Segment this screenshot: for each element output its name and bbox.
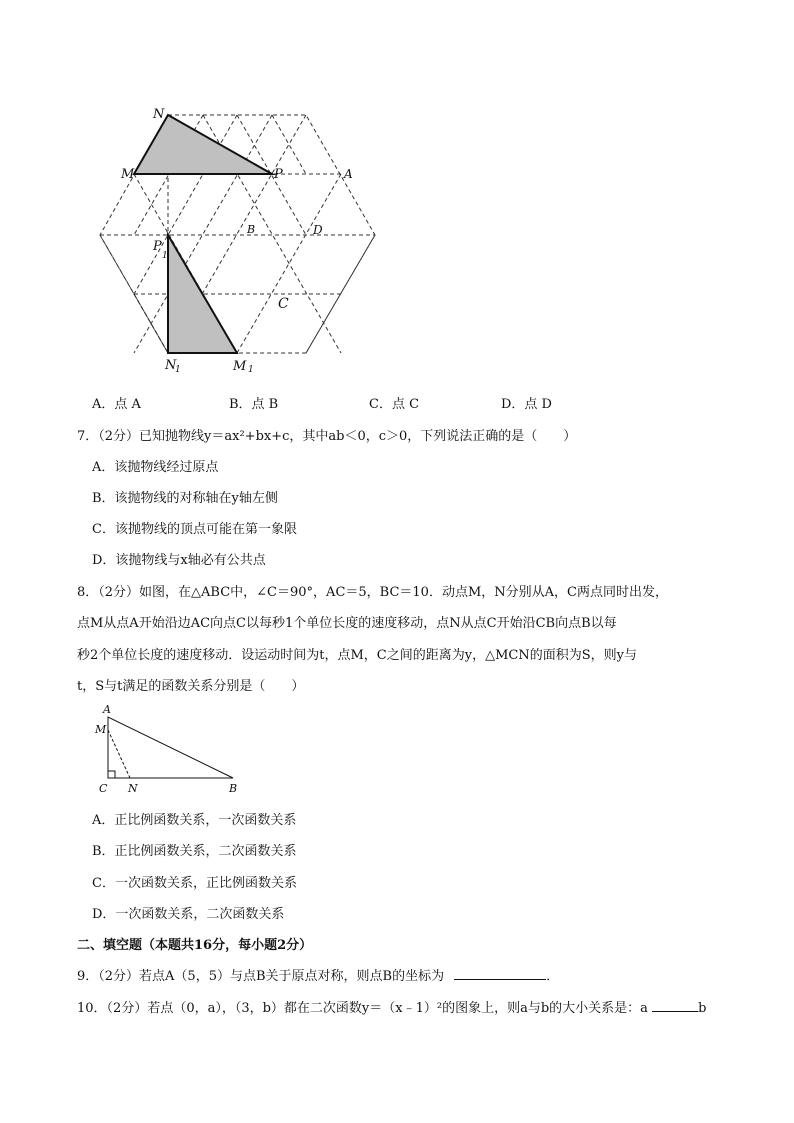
label-p1-sub: 1 xyxy=(162,251,168,261)
label-a: A xyxy=(344,167,353,181)
q8-option-a: A．正比例函数关系，一次函数关系 xyxy=(92,813,297,828)
q7-stem: 7．（2分）已知抛物线y＝ax²+bx+c，其中ab＜0，c＞0，下列说法正确的是（ ） xyxy=(77,429,577,444)
q10-answer-blank[interactable] xyxy=(652,999,698,1012)
q6-option-b: B．点 B xyxy=(229,397,279,412)
q7-option-b: B．该抛物线的对称轴在y轴左侧 xyxy=(92,491,278,506)
label-n: N xyxy=(153,107,165,122)
q7-option-c: C．该抛物线的顶点可能在第一象限 xyxy=(92,522,297,537)
q6-option-a: A．点 A xyxy=(92,397,141,412)
label-c: C xyxy=(278,296,289,312)
q9-text: 9．（2分）若点A（5，5）与点B关于原点对称，则点B的坐标为 xyxy=(77,969,445,984)
right-triangle-figure xyxy=(90,700,250,800)
q8-stem-line1: 8．（2分）如图，在△ABC中，∠C＝90°，AC＝5，BC＝10．动点M，N分别从A，C两点同时出发， xyxy=(77,585,668,600)
q8-option-c: C．一次函数关系，正比例函数关系 xyxy=(92,876,297,891)
q10-line xyxy=(77,997,706,1016)
q6-option-d: D．点 D xyxy=(501,397,552,412)
q7-option-a: A．该抛物线经过原点 xyxy=(92,460,219,475)
fig2-label-b: B xyxy=(229,782,238,795)
label-n1: N xyxy=(165,358,177,373)
fig2-label-m: M xyxy=(95,723,107,736)
q8-stem-line4: t，S与t满足的函数关系分别是（ ） xyxy=(77,679,305,694)
label-b: B xyxy=(247,223,256,236)
fig2-label-c: C xyxy=(99,782,108,795)
fig2-label-a: A xyxy=(103,703,111,716)
label-m1: M xyxy=(233,359,247,374)
label-p: P xyxy=(274,167,283,182)
label-n1-sub: 1 xyxy=(175,365,181,375)
hexagon-grid-figure xyxy=(90,100,390,380)
section-2-heading: 二、填空题（本题共16分，每小题2分） xyxy=(77,938,313,953)
fig2-label-n: N xyxy=(128,782,138,795)
label-m1-sub: 1 xyxy=(248,365,254,375)
label-p1: P xyxy=(153,239,162,254)
q7-option-d: D．该抛物线与x轴必有公共点 xyxy=(92,553,266,568)
q9-line xyxy=(77,965,559,984)
label-d: D xyxy=(313,223,323,237)
q6-option-c: C．点 C xyxy=(369,397,420,412)
q10-text: 10．（2分）若点（0，a），（3，b）都在二次函数y＝（x﹣1）²的图象上，则a与b的大小关系是：a xyxy=(77,1001,648,1016)
triangle-mnp xyxy=(134,115,272,174)
q8-stem-line2: 点M从点A开始沿边AC向点C以每秒1个单位长度的速度移动，点N从点C开始沿CB向点B以每 xyxy=(77,616,617,631)
q8-option-b: B．正比例函数关系，二次函数关系 xyxy=(92,844,297,859)
q9-end: ． xyxy=(546,969,560,984)
q9-answer-blank[interactable] xyxy=(454,967,546,980)
q8-stem-line3: 秒2个单位长度的速度移动．设运动时间为t，点M，C之间的距离为y，△MCN的面积为S，则y与 xyxy=(77,648,637,663)
dashed-grid xyxy=(100,115,375,353)
q10-end: b xyxy=(698,1001,707,1016)
label-m: M xyxy=(121,167,135,182)
q8-option-d: D．一次函数关系，二次函数关系 xyxy=(92,907,285,922)
